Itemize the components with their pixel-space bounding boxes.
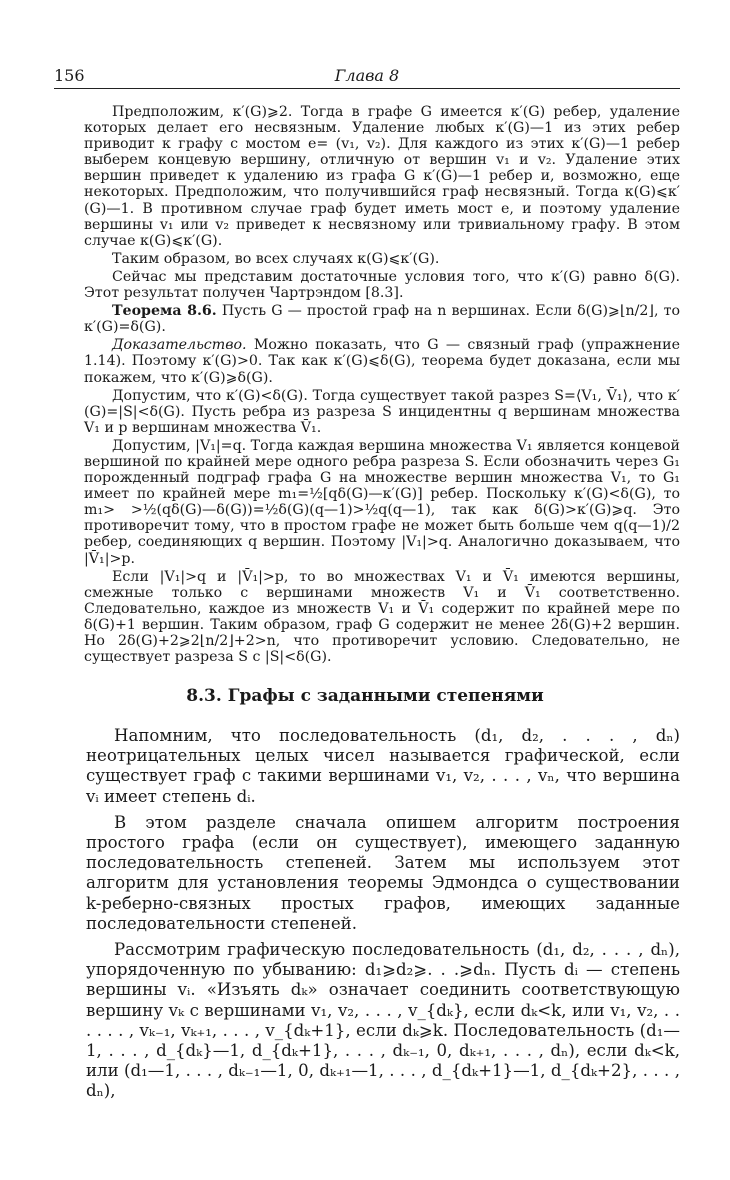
theorem-label: Теорема 8.6. bbox=[112, 303, 217, 320]
paragraph: Напомним, что последовательность (d₁, d₂, . . . , dₙ) неотрицательных целых чисел называется графической, если существует граф с такими вершинами v₁, v₂, . . . , vₙ, что вершина vᵢ имеет степень dᵢ. bbox=[86, 726, 680, 806]
theorem-8-6 bbox=[84, 303, 680, 335]
proof-label: Доказательство. bbox=[112, 337, 247, 354]
proof bbox=[84, 337, 680, 385]
paragraph: Рассмотрим графическую последовательность (d₁, d₂, . . . , dₙ), упорядоченную по убыванию: d₁⩾d₂⩾. . .⩾dₙ. Пусть dᵢ — степень вершины vᵢ. «Изъять dₖ» означает соединить соответствующую вершину vₖ с вершинами v₁, v₂, . . . , v_{dₖ}, если dₖ<k, или v₁, v₂, . . . . . . , vₖ₋₁, vₖ₊₁, . . . , v_{dₖ+1}, если dₖ⩾k. Последовательность (d₁—1, . . . , d_{dₖ}—1, d_{dₖ+1}, . . . , dₖ₋₁, 0, dₖ₊₁, . . . , dₙ), если dₖ<k, или (d₁—1, . . . , dₖ₋₁—1, 0, dₖ₊₁—1, . . . , d_{dₖ+1}—1, d_{dₖ+2}, . . . , dₙ), bbox=[86, 940, 680, 1101]
page-number: 156 bbox=[54, 66, 85, 85]
paragraph: Допустим, что κ′(G)<δ(G). Тогда существует такой разрез S=⟨V₁, V̄₁⟩, что κ′(G)=|S|<δ(G). Пусть ребра из разреза S инцидентны q вершинам множества V₁ и p вершинам множества V̄₁. bbox=[84, 387, 680, 436]
paragraph: Если |V₁|>q и |V̄₁|>p, то во множествах V₁ и V̄₁ имеются вершины, смежные только с вершинами множеств V₁ и V̄₁ соответственно. Следовательно, каждое из множеств V₁ и V̄₁ содержит по крайней мере по δ(G)+1 вершин. Таким образом, граф G содержит не менее 2δ(G)+2 вершин. Но 2δ(G)+2⩾2⌊n/2⌋+2>n, что противоречит условию. Следовательно, не существует разреза S с |S|<δ(G). bbox=[84, 568, 680, 666]
section-heading: 8.3. Графы с заданными степенями bbox=[186, 686, 544, 706]
paragraph: В этом разделе сначала опишем алгоритм построения простого графа (если он существует), имеющего заданную последовательность степеней. Затем мы используем этот алгоритм для установления теоремы Эдмондса о существовании k-реберно-связных простых графов, имеющих заданные последовательности степеней. bbox=[86, 812, 680, 933]
paragraph: Предположим, κ′(G)⩾2. Тогда в графе G имеется κ′(G) ребер, удаление которых делает его несвязным. Удаление любых κ′(G)—1 из этих ребер приводит к графу с мостом e= (v₁, v₂). Для каждого из этих κ′(G)—1 ребер выберем концевую вершину, отличную от вершин v₁ и v₂. Удаление этих вершин приведет к удалению из графа G κ′(G)—1 ребер и, возможно, еще некоторых. Предположим, что получившийся граф несвязный. Тогда κ(G)⩽κ′(G)—1. В противном случае граф будет иметь мост e, и поэтому удаление вершины v₁ или v₂ приведет к несвязному или тривиальному графу. В этом случае κ(G)⩽κ′(G). bbox=[84, 104, 680, 249]
proof-text: Можно показать, что G — связный граф (упражнение 1.14). Поэтому κ′(G)>0. Так как κ′(G)⩽δ(G), теорема будет доказана, если мы покажем, что κ′(G)⩾δ(G). bbox=[84, 337, 680, 386]
paragraph: Таким образом, во всех случаях κ(G)⩽κ′(G). bbox=[112, 250, 440, 267]
running-header bbox=[54, 62, 680, 89]
paragraph: Допустим, |V₁|=q. Тогда каждая вершина множества V₁ является концевой вершиной по крайней мере одного ребра разреза S. Если обозначить через G₁ порожденный подграф графа G на множестве вершин множества V₁, то G₁ имеет по крайней мере m₁=½[qδ(G)—κ′(G)] ребер. Поскольку κ′(G)<δ(G), то m₁> >½(qδ(G)—δ(G))=½δ(G)(q—1)>½q(q—1), так как δ(G)>κ′(G)⩾q. Это противоречит тому, что в простом графе не может быть больше чем q(q—1)/2 ребер, соединяющих q вершин. Поэтому |V₁|>q. Аналогично доказываем, что |V̄₁|>p. bbox=[84, 437, 680, 567]
chapter-title: Глава 8 bbox=[334, 66, 400, 85]
paragraph: Сейчас мы представим достаточные условия того, что κ′(G) равно δ(G). Этот результат получен Чартрэндом [8.3]. bbox=[84, 268, 680, 302]
section-body bbox=[86, 726, 680, 1108]
theorem-text: Пусть G — простой граф на n вершинах. Если δ(G)⩾⌊n/2⌋, то κ′(G)=δ(G). bbox=[84, 303, 680, 336]
proof-text-block bbox=[84, 104, 680, 665]
